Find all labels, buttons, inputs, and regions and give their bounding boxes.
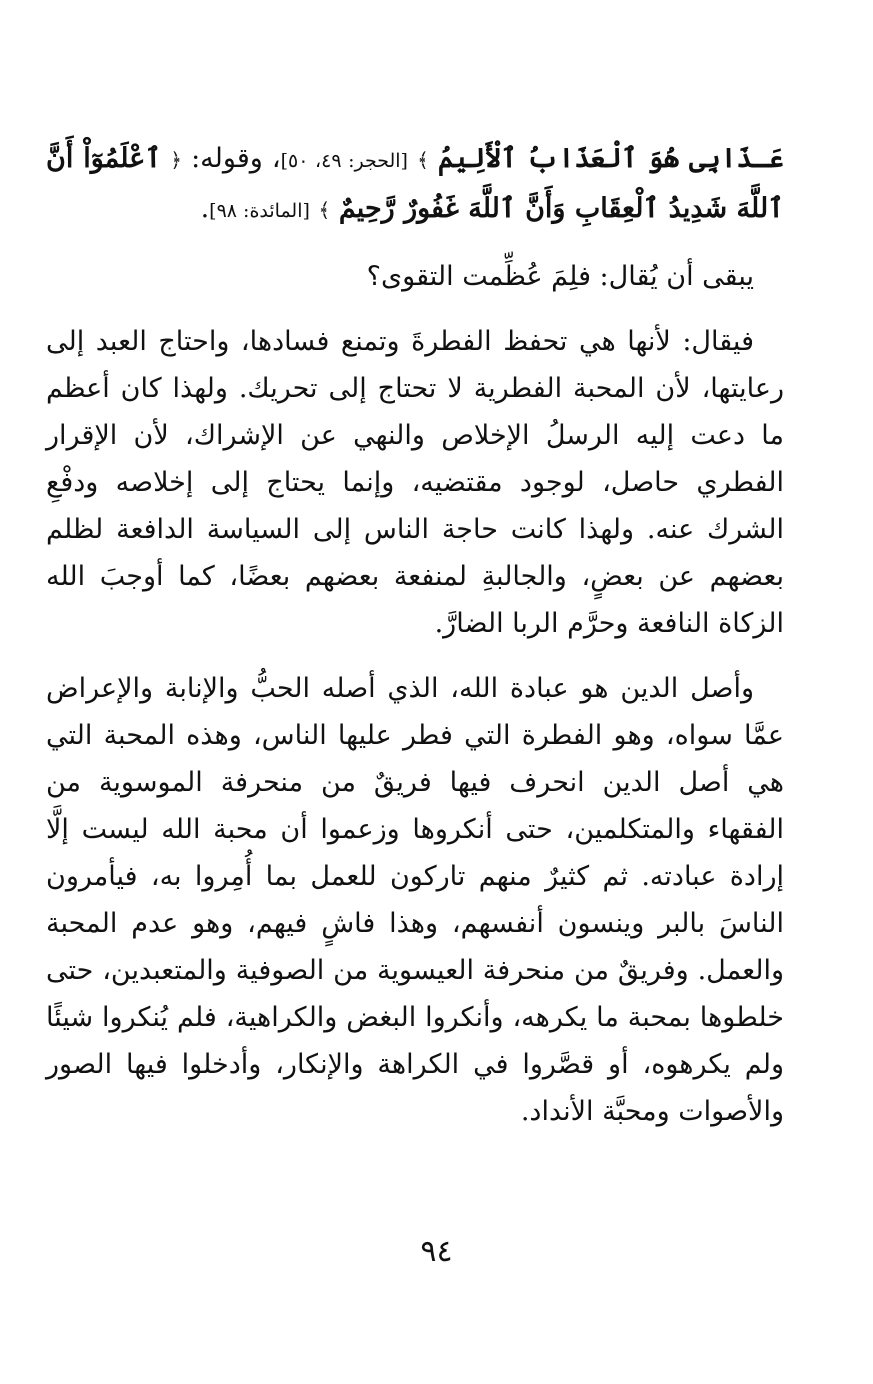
page-number: ٩٤ [420, 1234, 453, 1269]
ornate-bracket-open: ﴿ [170, 148, 182, 172]
sentence-end: . [200, 193, 210, 224]
verse-reference-hijr: [الحجر: ٤٩، ٥٠] [280, 150, 408, 172]
paragraph-answer: فيقال: لأنها هي تحفظ الفطرةَ وتمنع فسادها، واحتاج العبد إلى رعايتها، لأن المحبة الفطرية لا تحتاج إلى تحريك. ولهذا كان أعظم ما دعت إليه الرسلُ الإخلاص والنهي عن الإشراك، لأن الإقرار الفطري حاصل، لوجود مقتضيه، وإنما يحتاج إلى إخلاصه ودفْعِ الشرك عنه. ولهذا كانت حاجة الناس إلى السياسة الدافعة لظلم بعضهم عن بعضٍ، والجالبةِ لمنفعة بعضهم بعضًا، كما أوجبَ الله الزكاة النافعة وحرَّم الربا الضارَّ. [46, 326, 784, 639]
paragraph-quran-quotes [46, 135, 784, 235]
body-text [46, 135, 784, 1135]
ornate-bracket-close: ﴾ [318, 198, 331, 222]
paragraph-question: يبقى أن يُقال: فلِمَ عُظِّمت التقوى؟ [366, 261, 754, 292]
quran-verse-maidah: ٱعْلَمُوٓاْ أَنَّ ٱللَّهَ شَدِيدُ ٱلْعِقَابِ وَأَنَّ ٱللَّهَ غَفُورٌ رَّحِيمٌ [46, 143, 784, 224]
paragraph-religion-origin: وأصل الدين هو عبادة الله، الذي أصله الحبُّ والإنابة والإعراض عمَّا سواه، وهو الفطرة التي فطر عليها الناس، وهذه المحبة التي هي أصل الدين انحرف فيها فريقٌ من منحرفة الموسوية من الفقهاء والمتكلمين، حتى أنكروها وزعموا أن محبة الله ليست إلَّا إرادة عبادته. ثم كثيرٌ منهم تاركون للعمل بما أُمِروا به، فيأمرون الناسَ بالبر وينسون أنفسهم، وهذا فاشٍ فيهم، وهو عدم المحبة والعمل. وفريقٌ من منحرفة العيسوية من الصوفية والمتعبدين، حتى خلطوها بمحبة ما يكرهه، وأنكروا البغض والكراهية، فلم يُنكروا شيئًا ولم يكرهوه، أو قصَّروا في الكراهة والإنكار، وأدخلوا فيها الصور والأصوات ومحبَّة الأنداد. [46, 673, 784, 1127]
quran-verse-hijr: عَـذَابِى هُوَ ٱلْعَذَابُ ٱلْأَلِيمُ [437, 143, 784, 174]
ornate-bracket-close: ﴾ [417, 148, 429, 172]
connector-text: ، وقوله: [191, 143, 281, 174]
verse-reference-maidah: [المائدة: ٩٨] [209, 200, 310, 222]
